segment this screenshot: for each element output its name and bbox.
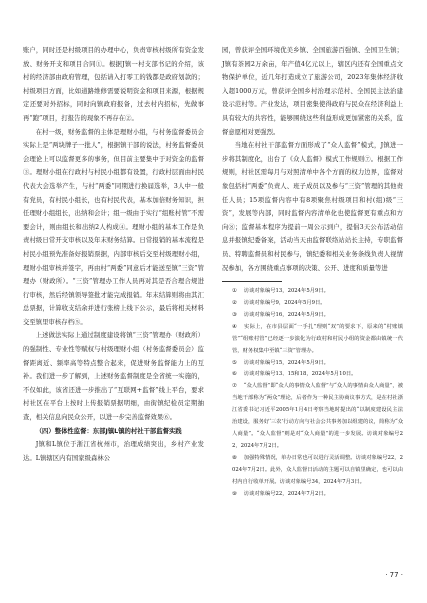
- footnote-mark: ⑧: [232, 454, 237, 461]
- footnote-mark: ⑤: [232, 359, 237, 366]
- section-heading: （四）整体性监督：东部J镇L镇的村社干部监督实践: [35, 427, 182, 435]
- footnote-mark: ④: [232, 323, 238, 330]
- body-paragraph: 账户，同时还是村级项目的办理中心，负责审核村级所有资金发放、财务开支和项目合同①。根据J镇一村支部书记的介绍，该村的经济部由政府管理，包括请入打零工的钱都是政府划款的；村级项目方面，比如道路维修需要说明资金和项目来源，根据规定还要对外招标，同时向镇政府报备，过去村内招标，先做事再“跑”项目，打报告的现象不再存在②。: [23, 47, 204, 122]
- footnote-text: 加强特殊情况，单办日常也可以进行灵活调整。访谈对象编号22，2024年7月2日。此外，众人监督日活动的主题可以自镇里确定，也可以由村内自行收单开展。访谈对象编号34，2024年7月3日。: [232, 454, 403, 485]
- footnote: [222, 358, 403, 370]
- page-number: · 77 ·: [385, 571, 403, 579]
- footnote-mark: ②: [232, 300, 237, 306]
- left-column: [23, 44, 204, 465]
- footnote-text: 实际上，在市县层面“一手扎”理则“双”的要求下，原来的“村账镇管”“组账村管”已经逐一步演化为行政村和村民小组的资金都由镇统一代管，财务权集中至镇“三资”管理办。: [232, 323, 404, 354]
- footnote-text: “众人监督”即“众人的事情众人监督”与“众人的事情由众人商量”，被当地干部称为“两众”理论，后者作为一种民主协商议事方式，是在村社浙江省委书记习近平2005年1月4日考察当地时提出的“以制度建设民主法治建设，服务好‘三农’行动方向与社会公共事务加以组建的议，简称为“众人商量”。“众人监督”则是对“众人商量”的进一步发展。访谈对象编号22，2024年7月2日。: [232, 383, 404, 449]
- body-paragraph: 园，曾获评全国环境优美乡镇、全国旅游百强镇、全国卫生镇；J镇有茶园2万余亩，年产值4亿元以上，辖区内还有全国重点文物保护单位，近几年打造成立了旅游公司，2023年集体经济收入超1000万元，曾获评全国乡村治理示范村、全国民主法治建设示范村等。产业发达，项目密集使得政府与民众在经济利益上具有较大的共容性，能够围绕这些利益形成更加紧密的关系，监督意愿相对更强烈。: [222, 47, 403, 136]
- footnote: [222, 453, 403, 489]
- footnote-text: 访谈对象编号13，2024年5月9日。: [243, 288, 329, 295]
- footnote-mark: ⑨: [232, 490, 237, 497]
- footnote-text: 访谈对象编号13、15和18，2024年5月10日。: [243, 371, 357, 378]
- footnote-mark: ⑥: [232, 371, 237, 378]
- footnote-text: 访谈对象编号16，2024年5月9日。: [243, 311, 329, 318]
- footnote-divider: [222, 281, 282, 282]
- footnote: [222, 322, 403, 358]
- footnotes: [222, 286, 403, 500]
- footnote: [222, 298, 403, 310]
- footnote: [222, 381, 403, 452]
- footnote-text: 访谈对象编号9，2024年5月9日。: [243, 300, 326, 306]
- footnote: [222, 310, 403, 322]
- body-paragraph: 在村一级，财务监督的主体是理财小组，与村务监督委员会实际上是“两块牌子一批人”，根据镇干部的说法，村务监督委员会理论上可以监督更多的事务，但目前主要集中于对资金的监督③。理财小组在行政村与村民小组都有设置，行政村层面由村民代表大会选举产生，与村“两委”同期进行换届选举，3人中一般有党员，有村民小组长，也有村民代表，基本加倍财务知识，担任理财小组组长，出纳和会计；组一级由于实行“组账村管”不需要会计，则由组长和出纳2人构成④。理财小组的基本工作是负责村级日常开支审核以及年末财务结算。日常报销的基本流程是村民小组预先准备好报销票据，内部审核后交至村级理财小组，理财小组审核并签字，再由村“两委”同意后才能送至镇“三资”管理办（财政所）。“三资”管理办工作人员再对其是否合理合规进行审核，然后经镇领导签批才能完成报销。年末结算则将由其汇总票据，计算收支结余并进行张榜上线下公示，最后将相关材料交至镇里审核存档⑤。: [23, 128, 204, 326]
- footnote: [222, 489, 403, 501]
- footnote: [222, 369, 403, 381]
- body-paragraph: 当地在村社干部监督方面形成了“众人监督”模式，J镇进一步将其制度化，出台了《众人监督》模式工作规则⑦。根据工作规则，村社区需每月与对照清单中各个方面的权力边界，监督对象包括村“两委”负责人、班子成员以及参与“三资”管理的其他责任人员；15项监督内容中有8项聚焦村级项目和村(组)级“三资”，发展等内部，同时监督内容清单化也使监督更有重点和方向⑧；监督基本程序为提前一周公示到户，提倡3天公布活动信息并报镇纪委备案，活动当天由监督联络站站长主持，专职监督员、特聘监督员和村民参与，镇纪委和相关业务条线负责人视情况参加，各方围绕重点事项的决策、公开、进度和质量等进: [222, 142, 403, 272]
- body-paragraph: 上述做法实际上通过制度建设将镇“三资”管理办（财政所）的强制性、专业性等赋权与村级理财小组（村务监督委员会）监督距离近、频率高等特点整合起来，促进财务监督能力上的互补。我们进一步了解到，上述财务监督制度是全省统一实施的，不仅如此，该省还进一步推出了“互联网+监督”线上平台，要求村社区在平台上按时上传报销票据明细，由街镇纪检员定期抽查，相关信息向民众公开，以进一步完善监督效果⑥。: [23, 332, 204, 422]
- footnote-text: 访谈对象编号22，2024年7月2日。: [243, 490, 329, 497]
- right-column: [222, 44, 403, 500]
- footnote-mark: ⑦: [232, 383, 237, 390]
- footnote: [222, 286, 403, 298]
- body-paragraph: J镇和L镇位于浙江省杭州市，治理成绩突出，乡村产业发达。L镇辖区内有国家级森林公: [23, 441, 204, 462]
- footnote-mark: ①: [232, 288, 237, 295]
- footnote-text: 访谈对象编号15，2024年5月9日。: [243, 359, 329, 366]
- footnote-mark: ③: [232, 311, 237, 318]
